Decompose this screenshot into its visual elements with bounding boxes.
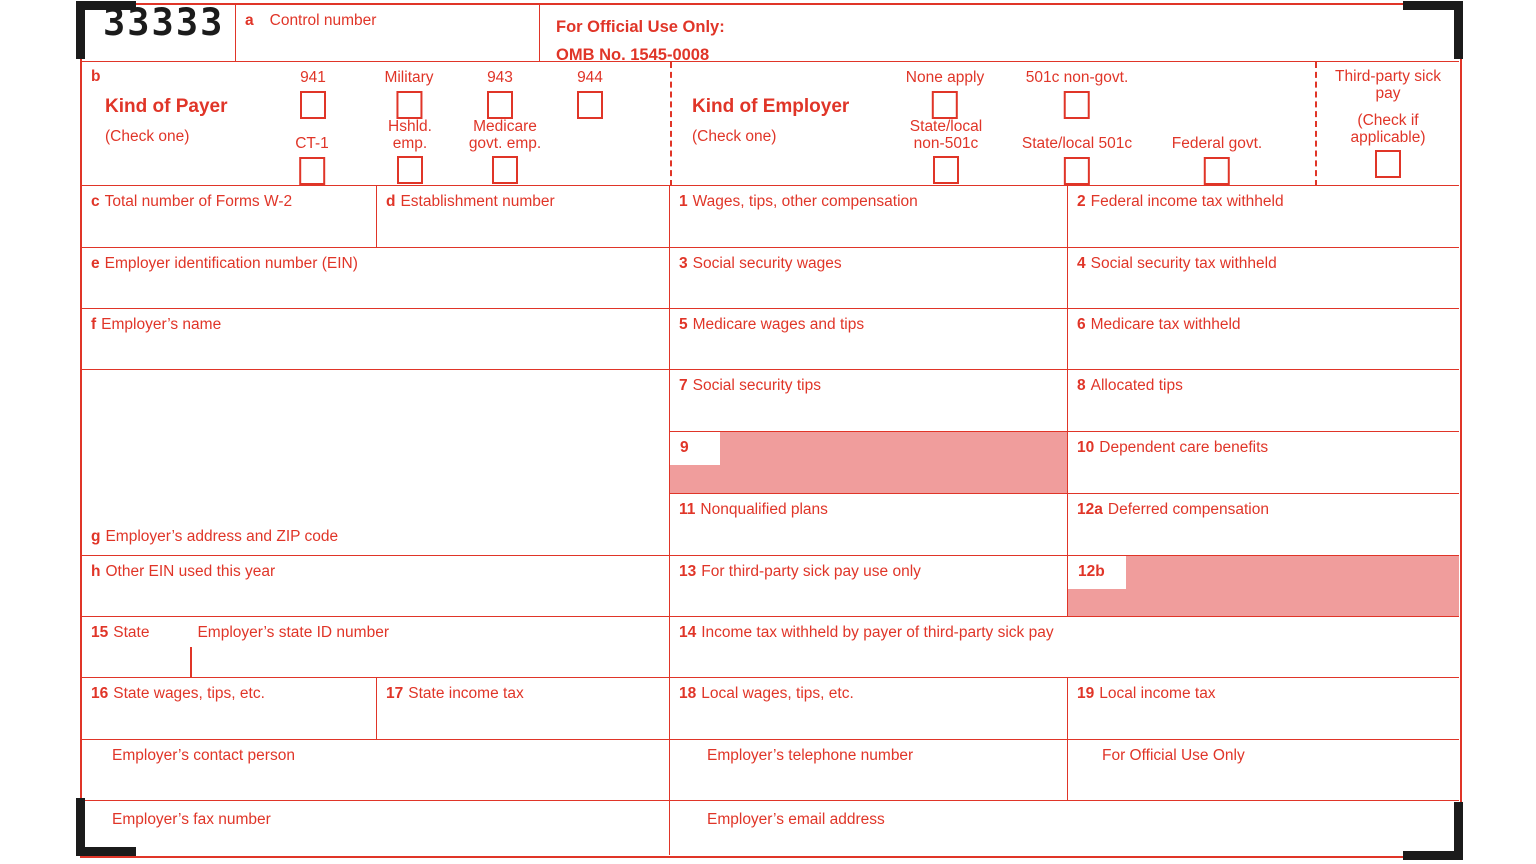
field-box-13-third-party-sick-pay[interactable]	[670, 556, 1068, 617]
official-use-omb-box	[540, 5, 1459, 62]
field-label: 4 Social security tax withheld	[1077, 255, 1277, 272]
payer-option-944	[577, 70, 603, 119]
kind-of-employer-subtitle: (Check one)	[692, 128, 777, 145]
field-label: 18 Local wages, tips, etc.	[679, 685, 854, 702]
payer-941-checkbox[interactable]	[300, 91, 326, 119]
field-box-15-state-id[interactable]	[82, 617, 670, 678]
state-id-divider	[190, 647, 192, 677]
option-label: State/local non-501c	[909, 118, 983, 152]
corner-mark-top-right	[1403, 1, 1463, 59]
field-label: 16 State wages, tips, etc.	[91, 685, 265, 702]
field-box-telephone-number[interactable]	[670, 740, 1068, 801]
payer-943-checkbox[interactable]	[487, 91, 513, 119]
corner-mark-bottom-right	[1403, 802, 1463, 860]
field-box-for-official-use-only	[1068, 740, 1459, 801]
field-box-6-medicare-tax[interactable]	[1068, 309, 1459, 370]
option-label: None apply	[905, 69, 985, 86]
field-box-7-ss-tips[interactable]	[670, 370, 1068, 432]
field-box-email-address[interactable]	[670, 801, 1459, 855]
field-box-f-employer-name[interactable]	[82, 309, 670, 370]
field-box-18-local-wages[interactable]	[670, 678, 1068, 740]
field-label: 3 Social security wages	[679, 255, 842, 272]
option-label: Federal govt.	[1171, 135, 1263, 152]
payer-944-checkbox[interactable]	[577, 91, 603, 119]
field-label: c Total number of Forms W-2	[91, 193, 293, 210]
field-label: 12a Deferred compensation	[1077, 501, 1269, 518]
field-prefix-b: b	[91, 68, 101, 85]
third-party-subtitle: (Check if applicable)	[1350, 112, 1426, 146]
field-label: g Employer’s address and ZIP code	[91, 528, 339, 545]
field-label: 2 Federal income tax withheld	[1077, 193, 1284, 210]
field-box-fax-number[interactable]	[82, 801, 670, 855]
payer-option-military	[384, 70, 433, 119]
field-box-1-wages-tips[interactable]	[670, 186, 1068, 248]
field-box-h-other-ein[interactable]	[82, 556, 670, 617]
field-label: Employer’s contact person	[112, 747, 295, 764]
employer-option-none-apply	[906, 70, 984, 119]
field-box-3-ss-wages[interactable]	[670, 248, 1068, 309]
form-w3-grid	[80, 3, 1462, 858]
field-box-4-ss-tax-withheld[interactable]	[1068, 248, 1459, 309]
field-box-contact-person[interactable]	[82, 740, 670, 801]
field-box-g-employer-address[interactable]	[82, 370, 670, 556]
field-box-8-allocated-tips[interactable]	[1068, 370, 1459, 432]
field-label: 8 Allocated tips	[1077, 377, 1183, 394]
field-box-12b-shaded	[1068, 556, 1459, 617]
option-label: State/local 501c	[1021, 135, 1133, 152]
field-box-14-income-tax-third-party[interactable]	[670, 617, 1459, 678]
field-box-d-establishment-number[interactable]	[377, 186, 670, 248]
field-box-9-shaded	[670, 432, 1068, 494]
option-label: Military	[384, 69, 434, 86]
employer-statelocal-501c-checkbox[interactable]	[1064, 157, 1090, 185]
payer-option-hshld-emp	[379, 119, 441, 184]
employer-501c-non-govt-checkbox[interactable]	[1064, 91, 1090, 119]
field-box-11-nonqualified-plans[interactable]	[670, 494, 1068, 556]
employer-statelocal-non501c-checkbox[interactable]	[933, 156, 959, 184]
payer-hshld-checkbox[interactable]	[397, 156, 423, 184]
field-label: h Other EIN used this year	[91, 563, 276, 580]
field-label: Employer’s email address	[707, 811, 885, 828]
field-label: 6 Medicare tax withheld	[1077, 316, 1241, 333]
field-label: Employer’s telephone number	[707, 747, 914, 764]
field-box-a-control-number[interactable]	[236, 5, 540, 62]
employer-none-apply-checkbox[interactable]	[932, 91, 958, 119]
field-label: 5 Medicare wages and tips	[679, 316, 865, 333]
official-use-heading: For Official Use Only:	[556, 18, 725, 36]
kind-of-payer-title: Kind of Payer	[105, 96, 228, 117]
employer-option-501c-non-govt	[1026, 70, 1129, 119]
payer-ct1-checkbox[interactable]	[299, 157, 325, 185]
field-box-17-state-income-tax[interactable]	[377, 678, 670, 740]
corner-mark-top-left	[76, 1, 136, 59]
option-label: 943	[487, 69, 513, 86]
payer-option-941	[300, 70, 326, 119]
field-label: f Employer’s name	[91, 316, 222, 333]
third-party-sick-pay-checkbox[interactable]	[1375, 150, 1401, 178]
option-label: Hshld. emp.	[388, 118, 432, 152]
field-label: 19 Local income tax	[1077, 685, 1216, 702]
field-box-10-dependent-care[interactable]	[1068, 432, 1459, 494]
kind-of-payer-subtitle: (Check one)	[105, 128, 190, 145]
field-box-2-federal-income-tax[interactable]	[1068, 186, 1459, 248]
field-label: Employer’s fax number	[112, 811, 271, 828]
kind-of-employer-title: Kind of Employer	[692, 96, 850, 117]
field-label: 9	[670, 432, 720, 465]
option-label: Medicare govt. emp.	[468, 118, 542, 152]
field-label: a Control number	[245, 12, 377, 29]
field-label: 14 Income tax withheld by payer of third-party sick pay	[679, 624, 1054, 641]
option-label: 501c non-govt.	[1025, 69, 1129, 86]
field-box-16-state-wages[interactable]	[82, 678, 377, 740]
field-label: d Establishment number	[386, 193, 555, 210]
kind-of-employer-section	[670, 62, 1315, 186]
field-label: 10 Dependent care benefits	[1077, 439, 1269, 456]
field-label: 1 Wages, tips, other compensation	[679, 193, 918, 210]
payer-option-ct1	[295, 136, 329, 185]
option-label: 941	[300, 69, 326, 86]
payer-option-medicare-govt-emp	[455, 119, 555, 184]
third-party-sick-pay-section	[1315, 62, 1459, 186]
field-label: 7 Social security tips	[679, 377, 821, 394]
field-label: 11 Nonqualified plans	[679, 501, 828, 518]
kind-of-payer-section	[82, 62, 670, 186]
field-label: 13 For third-party sick pay use only	[679, 563, 921, 580]
corner-mark-bottom-left	[76, 798, 136, 856]
omb-number: OMB No. 1545-0008	[556, 46, 710, 64]
field-label: 12b	[1068, 556, 1126, 589]
field-box-e-ein[interactable]	[82, 248, 670, 309]
option-label: CT-1	[295, 135, 329, 152]
field-box-19-local-income-tax[interactable]	[1068, 678, 1459, 740]
third-party-title: Third-party sick pay	[1335, 68, 1441, 102]
employer-option-statelocal-non501c	[896, 119, 996, 184]
payer-option-943	[487, 70, 513, 119]
form-code-number: 33333	[103, 1, 225, 44]
field-label: For Official Use Only	[1102, 747, 1245, 764]
payer-military-checkbox[interactable]	[396, 91, 422, 119]
field-label: e Employer identification number (EIN)	[91, 255, 358, 272]
option-label: 944	[577, 69, 603, 86]
employer-federal-govt-checkbox[interactable]	[1204, 157, 1230, 185]
payer-medicare-checkbox[interactable]	[492, 156, 518, 184]
field-label: 17 State income tax	[386, 685, 524, 702]
field-box-12a-deferred-compensation[interactable]	[1068, 494, 1459, 556]
field-box-5-medicare-wages[interactable]	[670, 309, 1068, 370]
field-label: 15 State Employer’s state ID number	[91, 624, 389, 641]
field-box-c-total-forms[interactable]	[82, 186, 377, 248]
employer-option-federal-govt	[1172, 136, 1262, 185]
employer-option-statelocal-501c	[1022, 136, 1132, 185]
